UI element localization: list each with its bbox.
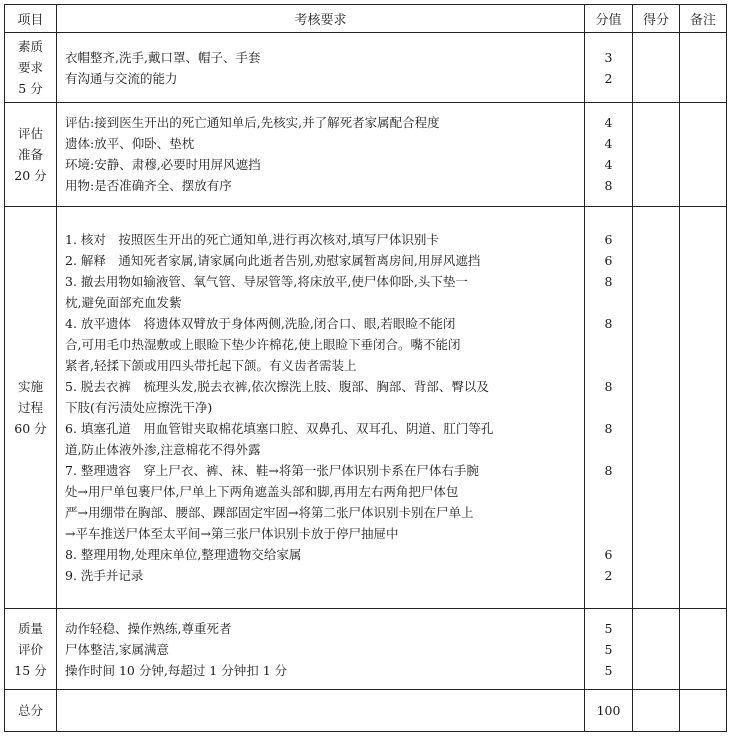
requirement-line: 衣帽整齐,洗手,戴口罩、帽子、手套 — [65, 49, 261, 65]
section-scores — [585, 33, 633, 103]
total-requirement-cell — [57, 690, 585, 732]
category-text: 准备 — [17, 146, 43, 162]
section-scores — [585, 206, 633, 609]
requirement-line: 环境:安静、肃穆,必要时用屏风遮挡 — [65, 157, 261, 173]
category-text: 实施 — [17, 379, 43, 395]
total-score: 100 — [585, 690, 633, 732]
requirement-line: 尸体整洁,家属满意 — [65, 641, 169, 657]
requirement-line: 5. 脱去衣裤 梳理头发,脱去衣裤,依次擦洗上肢、腹部、胸部、背部、臀以及 — [65, 379, 489, 395]
requirement-line: 7. 整理遗容 穿上尸衣、裤、袜、鞋→将第一张尸体识别卡系在尸体右手腕 — [65, 463, 479, 479]
requirement-line: 遗体:放平、仰卧、垫枕 — [65, 136, 195, 152]
total-earned-cell — [633, 690, 680, 732]
score-value: 5 — [604, 662, 613, 678]
remark-cell — [680, 103, 727, 207]
score-value — [585, 502, 632, 523]
total-label: 总分 — [5, 690, 57, 732]
category-text: 评估 — [17, 125, 43, 141]
requirement-line: 有沟通与交流的能力 — [65, 70, 178, 86]
score-value: 6 — [604, 232, 613, 248]
score-value — [585, 397, 632, 418]
section-requirements — [57, 206, 585, 609]
header-item: 项目 — [5, 5, 57, 33]
section-row — [5, 103, 727, 207]
score-value — [585, 523, 632, 544]
score-value — [585, 481, 632, 502]
category-text: 质量 — [17, 620, 43, 636]
requirement-line: 操作时间 10 分钟,每超过 1 分钟扣 1 分 — [65, 662, 288, 678]
requirement-line: 用物:是否准确齐全、摆放有序 — [65, 178, 232, 194]
score-value: 6 — [604, 547, 613, 563]
requirement-line: 下肢(有污渍处应擦洗干净) — [65, 400, 213, 416]
score-value: 5 — [604, 641, 613, 657]
assessment-table — [4, 4, 727, 732]
score-value — [585, 355, 632, 376]
remark-cell — [680, 609, 727, 690]
section-requirements — [57, 609, 585, 690]
category-text: 要求 — [17, 60, 43, 75]
total-row — [5, 690, 727, 732]
category-text: 60 分 — [14, 421, 47, 437]
score-value: 8 — [604, 463, 613, 479]
requirement-line: 评估:接到医生开出的死亡通知单后,先核实,并了解死者家属配合程度 — [65, 115, 440, 131]
requirement-line: 9. 洗手并记录 — [65, 568, 144, 584]
score-value — [585, 292, 632, 313]
score-value: 8 — [604, 379, 613, 395]
remark-cell — [680, 33, 727, 103]
requirement-line: 4. 放平遗体 将遗体双臂放于身体两侧,洗脸,闭合口、眼,若眼睑不能闭 — [65, 316, 456, 332]
section-requirements — [57, 103, 585, 207]
header-requirement: 考核要求 — [57, 5, 585, 33]
score-value: 6 — [604, 253, 613, 269]
section-scores — [585, 103, 633, 207]
section-requirements — [57, 33, 585, 103]
header-earned: 得分 — [633, 5, 680, 33]
requirement-line: 2. 解释 通知死者家属,请家属向此逝者告别,劝慰家属暂离房间,用屏风遮挡 — [65, 253, 481, 269]
score-value: 3 — [604, 49, 613, 65]
section-row — [5, 33, 727, 103]
requirement-line: 枕,避免面部充血发紫 — [65, 295, 182, 311]
requirement-line: 合,可用毛巾热湿敷或上眼睑下垫少许棉花,使上眼睑下垂闭合。嘴不能闭 — [65, 337, 461, 353]
section-row — [5, 206, 727, 609]
requirement-line: 6. 填塞孔道 用血管钳夹取棉花填塞口腔、双鼻孔、双耳孔、阴道、肛门等孔 — [65, 421, 494, 437]
score-value: 8 — [604, 421, 613, 437]
requirement-line: 紧者,轻揉下颌或用四头带托起下颌。有义齿者需装上 — [65, 358, 357, 374]
score-value: 4 — [604, 115, 613, 131]
earned-cell — [633, 33, 680, 103]
requirement-line: 道,防止体液外渗,注意棉花不得外露 — [65, 442, 261, 458]
score-value: 8 — [604, 274, 613, 290]
requirement-line: →平车推送尸体至太平间→第三张尸体识别卡放于停尸抽屉中 — [65, 526, 399, 542]
section-category — [5, 206, 57, 609]
section-category — [5, 103, 57, 207]
requirement-line: 严→用绷带在胸部、腰部、踝部固定牢固→将第二张尸体识别卡别在尸单上 — [65, 505, 474, 521]
section-category — [5, 609, 57, 690]
requirement-line: 3. 撤去用物如输液管、氧气管、导尿管等,将床放平,使尸体仰卧,头下垫一 — [65, 274, 468, 290]
category-text: 评价 — [17, 641, 43, 657]
header-row — [5, 5, 727, 33]
score-value: 4 — [604, 157, 613, 173]
category-text: 过程 — [17, 400, 43, 416]
category-text: 5 分 — [18, 81, 43, 96]
header-score: 分值 — [585, 5, 633, 33]
total-remark-cell — [680, 690, 727, 732]
earned-cell — [633, 206, 680, 609]
requirement-line: 处→用尸单包裹尸体,尸单上下两角遮盖头部和脚,再用左右两角把尸体包 — [65, 484, 459, 500]
section-category — [5, 33, 57, 103]
category-text: 素质 — [17, 39, 43, 54]
score-value — [585, 439, 632, 460]
earned-cell — [633, 103, 680, 207]
sections-body — [5, 33, 727, 690]
section-scores — [585, 609, 633, 690]
score-value: 2 — [604, 568, 613, 584]
earned-cell — [633, 609, 680, 690]
score-value: 5 — [604, 620, 613, 636]
score-value: 4 — [604, 136, 613, 152]
score-value: 2 — [604, 70, 613, 86]
header-remark: 备注 — [680, 5, 727, 33]
score-value: 8 — [604, 178, 613, 194]
score-value — [585, 334, 632, 355]
requirement-line: 8. 整理用物,处理床单位,整理遗物交给家属 — [65, 547, 302, 563]
requirement-line: 1. 核对 按照医生开出的死亡通知单,进行再次核对,填写尸体识别卡 — [65, 232, 439, 248]
category-text: 20 分 — [14, 167, 47, 183]
requirement-line: 动作轻稳、操作熟练,尊重死者 — [65, 620, 232, 636]
section-row — [5, 609, 727, 690]
category-text: 15 分 — [14, 662, 47, 678]
score-value: 8 — [604, 316, 613, 332]
remark-cell — [680, 206, 727, 609]
